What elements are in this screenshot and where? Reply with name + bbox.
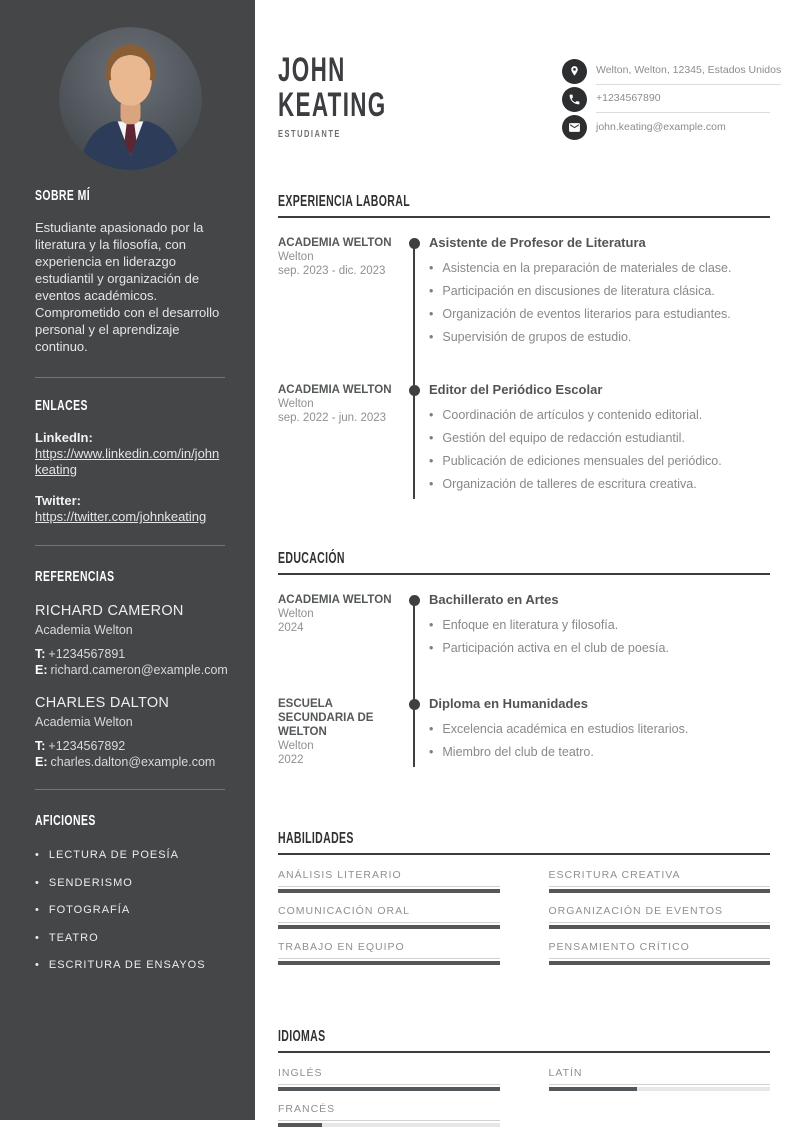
skill-item bbox=[549, 869, 771, 893]
references-section bbox=[35, 568, 228, 770]
section-rule bbox=[278, 573, 770, 575]
job-dates: sep. 2023 - dic. 2023 bbox=[278, 265, 386, 277]
language-bar bbox=[549, 1087, 771, 1091]
job-bullet: • Gestión del equipo de redacción estudiantil. bbox=[429, 432, 770, 445]
job-title: Editor del Periódico Escolar bbox=[429, 382, 603, 397]
job-bullets bbox=[429, 262, 770, 344]
skill-bar-fill bbox=[549, 925, 771, 929]
contact-row-location bbox=[562, 57, 782, 85]
job-dates: sep. 2022 - jun. 2023 bbox=[278, 412, 387, 424]
skill-item bbox=[278, 869, 500, 893]
degree-bullets bbox=[429, 723, 770, 759]
skill-hairline bbox=[278, 886, 500, 887]
reference-org: Academia Welton bbox=[35, 623, 133, 637]
linkedin-link[interactable]: https://www.linkedin.com/in/johnkeating bbox=[35, 446, 220, 477]
reference-name: RICHARD CAMERON bbox=[35, 603, 184, 619]
timeline-dot bbox=[409, 595, 420, 606]
skill-label: TRABAJO EN EQUIPO bbox=[278, 941, 405, 953]
references-title: REFERENCIAS bbox=[35, 569, 115, 585]
language-item bbox=[278, 1067, 500, 1091]
contact-phone: +1234567890 bbox=[596, 85, 770, 113]
contact-email: john.keating@example.com bbox=[596, 120, 726, 133]
skills-grid bbox=[278, 869, 770, 965]
skill-label: ORGANIZACIÓN DE EVENTOS bbox=[548, 905, 723, 917]
reference-phone bbox=[35, 646, 225, 662]
job-bullet: • Organización de talleres de escritura creativa. bbox=[429, 478, 770, 491]
link-label: LinkedIn: bbox=[35, 430, 93, 445]
portrait-illustration bbox=[59, 27, 202, 170]
skill-label: COMUNICACIÓN ORAL bbox=[278, 905, 410, 917]
job-bullet: • Participación en discusiones de literatura clásica. bbox=[429, 285, 770, 298]
degree-bullet: • Participación activa en el club de poesía. bbox=[429, 642, 770, 655]
email-icon bbox=[562, 115, 587, 140]
reference-name: CHARLES DALTON bbox=[35, 695, 170, 711]
hobby-item: • ESCRITURA DE ENSAYOS bbox=[35, 959, 225, 971]
link-label: Twitter: bbox=[35, 493, 81, 508]
skill-bar bbox=[549, 961, 771, 965]
phone-label: T: bbox=[35, 739, 46, 753]
languages-section bbox=[278, 1028, 770, 1127]
job-title: Asistente de Profesor de Literatura bbox=[429, 235, 646, 250]
skill-item bbox=[549, 905, 771, 929]
degree-bullets bbox=[429, 619, 770, 655]
company-name: ACADEMIA WELTON bbox=[278, 384, 392, 396]
about-text: Estudiante apasionado por la literatura y la filosofía, con experiencia en liderazgo estudiantil y organización de eventos académicos. Comprometido con el desarrollo personal y el aprendizaje continuo. bbox=[35, 220, 220, 354]
sidebar bbox=[0, 0, 255, 1120]
name-block bbox=[278, 53, 442, 142]
phone-icon bbox=[562, 87, 587, 112]
timeline-dot bbox=[409, 699, 420, 710]
education-timeline bbox=[278, 593, 770, 769]
contact-location: Welton, Welton, 12345, Estados Unidos bbox=[596, 57, 781, 85]
about-section bbox=[35, 187, 225, 355]
phone-value: +1234567892 bbox=[48, 739, 126, 753]
company-name: ACADEMIA WELTON bbox=[278, 237, 392, 249]
timeline-dot bbox=[409, 238, 420, 249]
skill-label: ESCRITURA CREATIVA bbox=[548, 869, 681, 881]
hobby-item: • LECTURA DE POESÍA bbox=[35, 849, 225, 861]
education-dates: 2022 bbox=[278, 754, 304, 766]
job-bullet: • Publicación de ediciones mensuales del periódico. bbox=[429, 455, 770, 468]
links-section bbox=[35, 397, 225, 525]
language-label: LATÍN bbox=[548, 1067, 583, 1079]
skill-bar bbox=[278, 961, 500, 965]
school-name: ACADEMIA WELTON bbox=[278, 594, 392, 606]
links-title: ENLACES bbox=[35, 398, 88, 414]
skill-bar bbox=[549, 889, 771, 893]
timeline-dot bbox=[409, 385, 420, 396]
school-location: Welton bbox=[278, 740, 314, 752]
degree-bullet: • Excelencia académica en estudios literarios. bbox=[429, 723, 770, 736]
experience-title: EXPERIENCIA LABORAL bbox=[278, 193, 410, 210]
skill-bar bbox=[278, 889, 500, 893]
reference-email bbox=[35, 754, 225, 770]
phone-value: +1234567891 bbox=[48, 647, 126, 661]
main-content bbox=[255, 0, 794, 1120]
languages-grid bbox=[278, 1067, 770, 1127]
skill-bar-fill bbox=[549, 961, 771, 965]
language-bar-fill bbox=[278, 1087, 500, 1091]
profile-photo bbox=[59, 27, 202, 170]
reference-phone bbox=[35, 738, 225, 754]
company-location: Welton bbox=[278, 398, 314, 410]
contact-row-email bbox=[562, 113, 770, 141]
person-name bbox=[278, 53, 387, 123]
skill-hairline bbox=[549, 886, 771, 887]
language-label: FRANCÉS bbox=[278, 1103, 336, 1115]
reference-item bbox=[35, 602, 228, 678]
experience-item bbox=[278, 236, 770, 354]
header bbox=[278, 51, 782, 142]
hobby-item: • FOTOGRAFÍA bbox=[35, 904, 225, 916]
sidebar-divider bbox=[35, 377, 225, 378]
contact-block bbox=[562, 57, 782, 141]
email-label: E: bbox=[35, 663, 48, 677]
skill-hairline bbox=[549, 922, 771, 923]
degree-bullet: • Miembro del club de teatro. bbox=[429, 746, 770, 759]
education-dates: 2024 bbox=[278, 622, 304, 634]
section-rule bbox=[278, 853, 770, 855]
degree-bullet: • Enfoque en literatura y filosofía. bbox=[429, 619, 770, 632]
skill-bar-fill bbox=[278, 961, 500, 965]
skill-label: ANÁLISIS LITERARIO bbox=[278, 869, 402, 881]
language-hairline bbox=[278, 1084, 500, 1085]
experience-item bbox=[278, 383, 770, 501]
sidebar-divider bbox=[35, 545, 225, 546]
skill-bar-fill bbox=[278, 889, 500, 893]
experience-timeline bbox=[278, 236, 770, 501]
language-item bbox=[278, 1103, 500, 1127]
hobbies-section bbox=[35, 812, 225, 971]
language-bar bbox=[278, 1123, 500, 1127]
skill-bar-fill bbox=[549, 889, 771, 893]
skill-hairline bbox=[549, 958, 771, 959]
skill-bar bbox=[549, 925, 771, 929]
skill-bar-fill bbox=[278, 925, 500, 929]
about-title: SOBRE MÍ bbox=[35, 188, 91, 204]
job-bullet: • Asistencia en la preparación de materiales de clase. bbox=[429, 262, 770, 275]
skill-hairline bbox=[278, 922, 500, 923]
job-bullet: • Supervisión de grupos de estudio. bbox=[429, 331, 770, 344]
hobbies-title: AFICIONES bbox=[35, 813, 96, 829]
hobby-item: • TEATRO bbox=[35, 932, 225, 944]
language-bar-fill bbox=[549, 1087, 638, 1091]
link-item bbox=[35, 492, 225, 525]
school-location: Welton bbox=[278, 608, 314, 620]
language-item bbox=[549, 1067, 771, 1091]
hobbies-list bbox=[35, 849, 225, 971]
language-hairline bbox=[549, 1084, 771, 1085]
role-subtitle: ESTUDIANTE bbox=[278, 129, 341, 140]
first-name: JOHN bbox=[278, 51, 346, 89]
education-title: EDUCACIÓN bbox=[278, 550, 345, 567]
school-name: ESCUELA SECUNDARIA DE WELTON bbox=[278, 698, 374, 738]
degree-title: Diploma en Humanidades bbox=[429, 696, 588, 711]
skill-bar bbox=[278, 925, 500, 929]
degree-title: Bachillerato en Artes bbox=[429, 592, 559, 607]
job-bullet: • Coordinación de artículos y contenido editorial. bbox=[429, 409, 770, 422]
link-item bbox=[35, 429, 225, 478]
company-location: Welton bbox=[278, 251, 314, 263]
skill-item bbox=[278, 941, 500, 965]
skill-label: PENSAMIENTO CRÍTICO bbox=[548, 941, 690, 953]
skill-item bbox=[278, 905, 500, 929]
section-rule bbox=[278, 1051, 770, 1053]
sidebar-divider bbox=[35, 789, 225, 790]
last-name: KEATING bbox=[278, 86, 387, 124]
email-label: E: bbox=[35, 755, 48, 769]
twitter-link[interactable]: https://twitter.com/johnkeating bbox=[35, 509, 207, 524]
email-value: charles.dalton@example.com bbox=[50, 755, 216, 769]
education-section bbox=[278, 550, 770, 769]
section-rule bbox=[278, 216, 770, 218]
language-bar-fill bbox=[278, 1123, 322, 1127]
contact-row-phone bbox=[562, 85, 770, 113]
job-bullet: • Organización de eventos literarios para estudiantes. bbox=[429, 308, 770, 321]
language-label: INGLÉS bbox=[278, 1067, 323, 1079]
location-icon bbox=[562, 59, 587, 84]
language-bar bbox=[278, 1087, 500, 1091]
reference-item bbox=[35, 694, 225, 770]
skill-hairline bbox=[278, 958, 500, 959]
education-item bbox=[278, 593, 770, 665]
skill-item bbox=[549, 941, 771, 965]
hobby-item: • SENDERISMO bbox=[35, 877, 225, 889]
job-bullets bbox=[429, 409, 770, 491]
email-value: richard.cameron@example.com bbox=[50, 663, 228, 677]
skills-section bbox=[278, 830, 770, 965]
reference-org: Academia Welton bbox=[35, 715, 133, 729]
experience-section bbox=[278, 193, 770, 501]
education-item bbox=[278, 697, 770, 769]
skills-title: HABILIDADES bbox=[278, 830, 354, 847]
language-hairline bbox=[278, 1120, 500, 1121]
languages-title: IDIOMAS bbox=[278, 1028, 326, 1045]
reference-email bbox=[35, 662, 228, 678]
phone-label: T: bbox=[35, 647, 46, 661]
